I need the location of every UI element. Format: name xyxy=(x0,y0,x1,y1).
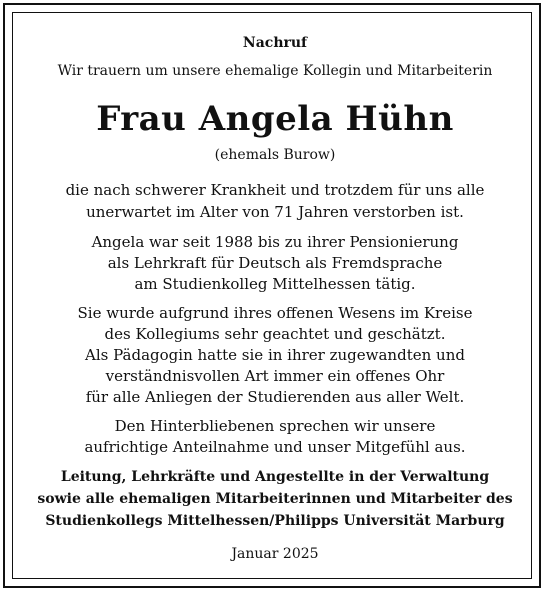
signature-line-3: Studienkollegs Mittelhessen/Philipps Universität Marburg xyxy=(45,513,505,529)
paragraph-2-line-3: am Studienkolleg Mittelhessen tätig. xyxy=(134,275,416,293)
paragraph-2-line-2: als Lehrkraft für Deutsch als Fremdsprache xyxy=(107,254,443,272)
paragraph-3-line-5: für alle Anliegen der Studierenden aus aller Welt. xyxy=(85,388,465,406)
notice-date: Januar 2025 xyxy=(231,546,319,562)
former-name: (ehemals Burow) xyxy=(214,147,336,163)
paragraph-4-line-1: Den Hinterbliebenen sprechen wir unsere xyxy=(114,417,436,435)
paragraph-1-line-1: die nach schwerer Krankheit und trotzdem für uns alle xyxy=(65,181,485,199)
paragraph-3-line-1: Sie wurde aufgrund ihres offenen Wesens im Kreise xyxy=(77,304,473,322)
signature-line-1: Leitung, Lehrkräfte und Angestellte in der Verwaltung xyxy=(60,469,490,485)
notice-heading: Nachruf xyxy=(242,35,308,51)
paragraph-2-line-1: Angela war seit 1988 bis zu ihrer Pensionierung xyxy=(91,233,459,251)
deceased-name: Frau Angela Hühn xyxy=(96,99,454,139)
paragraph-4-line-2: aufrichtige Anteilnahme und unser Mitgefühl aus. xyxy=(84,438,466,456)
intro-line: Wir trauern um unsere ehemalige Kollegin und Mitarbeiterin xyxy=(57,63,493,79)
signature-line-2: sowie alle ehemaligen Mitarbeiterinnen und Mitarbeiter des xyxy=(37,491,513,507)
paragraph-1-line-2: unerwartet im Alter von 71 Jahren verstorben ist. xyxy=(86,203,464,221)
paragraph-3-line-4: verständnisvollen Art immer ein offenes Ohr xyxy=(105,367,445,385)
paragraph-3-line-3: Als Pädagogin hatte sie in ihrer zugewandten und xyxy=(85,346,465,364)
paragraph-3-line-2: des Kollegiums sehr geachtet und geschätzt. xyxy=(104,325,446,343)
